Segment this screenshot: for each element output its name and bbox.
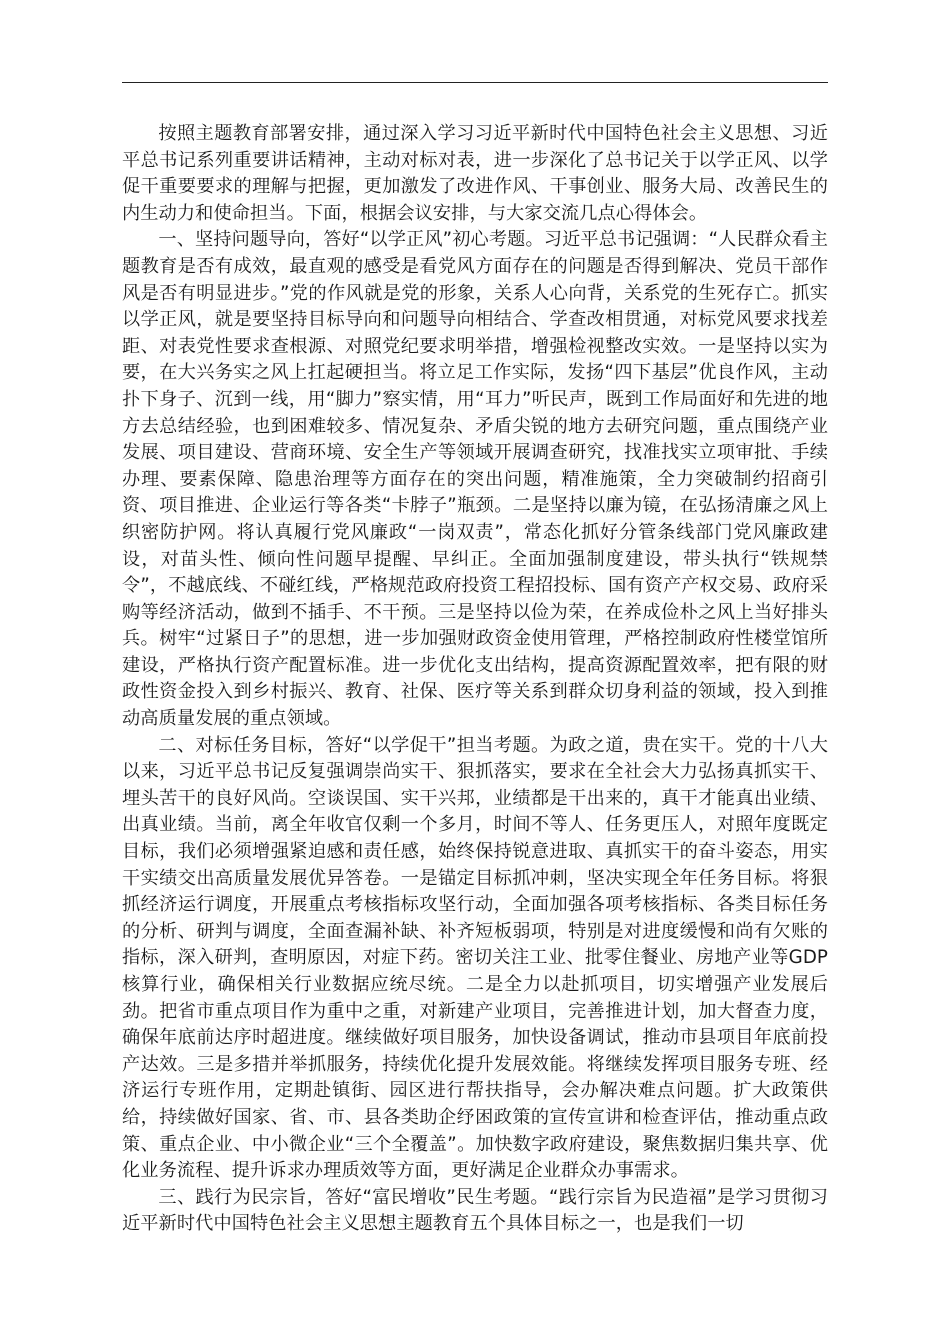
section-2-paragraph: 二、对标任务目标，答好“以学促干”担当考题。为政之道，贵在实干。党的十八大以来，习近平总书记反复强调崇尚实干、狠抓落实，要求在全社会大力弘扬真抓实干、埋头苦干的良好风尚。空谈误国、实干兴邦，业绩都是干出来的，真干才能真出业绩、出真业绩。当前，离全年收官仅剩一个多月，时间不等人、任务更压人，对照年度既定目标，我们必须增强紧迫感和责任感，始终保持锐意进取、真抓实干的奋斗姿态，用实干实绩交出高质量发展优异答卷。一是锚定目标抓冲刺，坚决实现全年任务目标。将狠抓经济运行调度，开展重点考核指标攻坚行动，全面加强各项考核指标、各类目标任务的分析、研判与调度，全面查漏补缺、补齐短板弱项，特别是对进度缓慢和尚有欠账的指标，深入研判，查明原因，对症下药。密切关注工业、批零住餐业、房地产业等GDP核算行业，确保相关行业数据应统尽统。二是全力以赴抓项目，切实增强产业发展后劲。把省市重点项目作为重中之重，对新建产业项目，完善推进计划，加大督查力度，确保年底前达序时超进度。继续做好项目服务，加快设备调试，推动市县项目年底前投产达效。三是多措并举抓服务，持续优化提升发展效能。将继续发挥项目服务专班、经济运行专班作用，定期赴镇街、园区进行帮扶指导，会办解决难点问题。扩大政策供给，持续做好国家、省、市、县各类助企纾困政策的宣传宣讲和检查评估，推动重点政策、重点企业、中小微企业“三个全覆盖”。加快数字政府建设，聚焦数据归集共享、优化业务流程、提升诉求办理质效等方面，更好满足企业群众办事需求。	[122, 734, 828, 1182]
section-1-paragraph: 一、坚持问题导向，答好“以学正风”初心考题。习近平总书记强调：“人民群众看主题教育是否有成效，最直观的感受是看党风方面存在的问题是否得到解决、党员干部作风是否有明显进步。”党的作风就是党的形象，关系人心向背，关系党的生死存亡。抓实以学正风，就是要坚持目标导向和问题导向相结合、学查改相贯通，对标党风要求找差距、对表党性要求查根源、对照党纪要求明举措，增强检视整改实效。一是坚持以实为要，在大兴务实之风上扛起硬担当。将立足工作实际，发扬“四下基层”优良作风，主动扑下身子、沉到一线，用“脚力”察实情，用“耳力”听民声，既到工作局面好和先进的地方去总结经验，也到困难较多、情况复杂、矛盾尖锐的地方去研究问题，重点围绕产业发展、项目建设、营商环境、安全生产等领域开展调查研究，找准找实立项审批、手续办理、要素保障、隐患治理等方面存在的突出问题，精准施策，全力突破制约招商引资、项目推进、企业运行等各类“卡脖子”瓶颈。二是坚持以廉为镜，在弘扬清廉之风上织密防护网。将认真履行党风廉政“一岗双责”，常态化抓好分管条线部门党风廉政建设，对苗头性、倾向性问题早提醒、早纠正。全面加强制度建设，带头执行“铁规禁令”，不越底线、不碰红线，严格规范政府投资工程招投标、国有资产产权交易、政府采购等经济活动，做到不插手、不干预。三是坚持以俭为荣，在养成俭朴之风上当好排头兵。树牢“过紧日子”的思想，进一步加强财政资金使用管理，严格控制政府性楼堂馆所建设，严格执行资产配置标准。进一步优化支出结构，提高资源配置效率，把有限的财政性资金投入到乡村振兴、教育、社保、医疗等关系到群众切身利益的领域，投入到推动高质量发展的重点领域。	[122, 229, 828, 730]
section-3-paragraph: 三、践行为民宗旨，答好“富民增收”民生考题。“践行宗旨为民造福”是学习贯彻习近平新时代中国特色社会主义思想主题教育五个具体目标之一，也是我们一切	[122, 1186, 828, 1235]
header-divider	[122, 82, 828, 83]
document-body	[122, 121, 828, 1238]
intro-paragraph: 按照主题教育部署安排，通过深入学习习近平新时代中国特色社会主义思想、习近平总书记系列重要讲话精神，主动对标对表，进一步深化了总书记关于以学正风、以学促干重要要求的理解与把握，更加激发了改进作风、干事创业、服务大局、改善民生的内生动力和使命担当。下面，根据会议安排，与大家交流几点心得体会。	[122, 123, 828, 224]
